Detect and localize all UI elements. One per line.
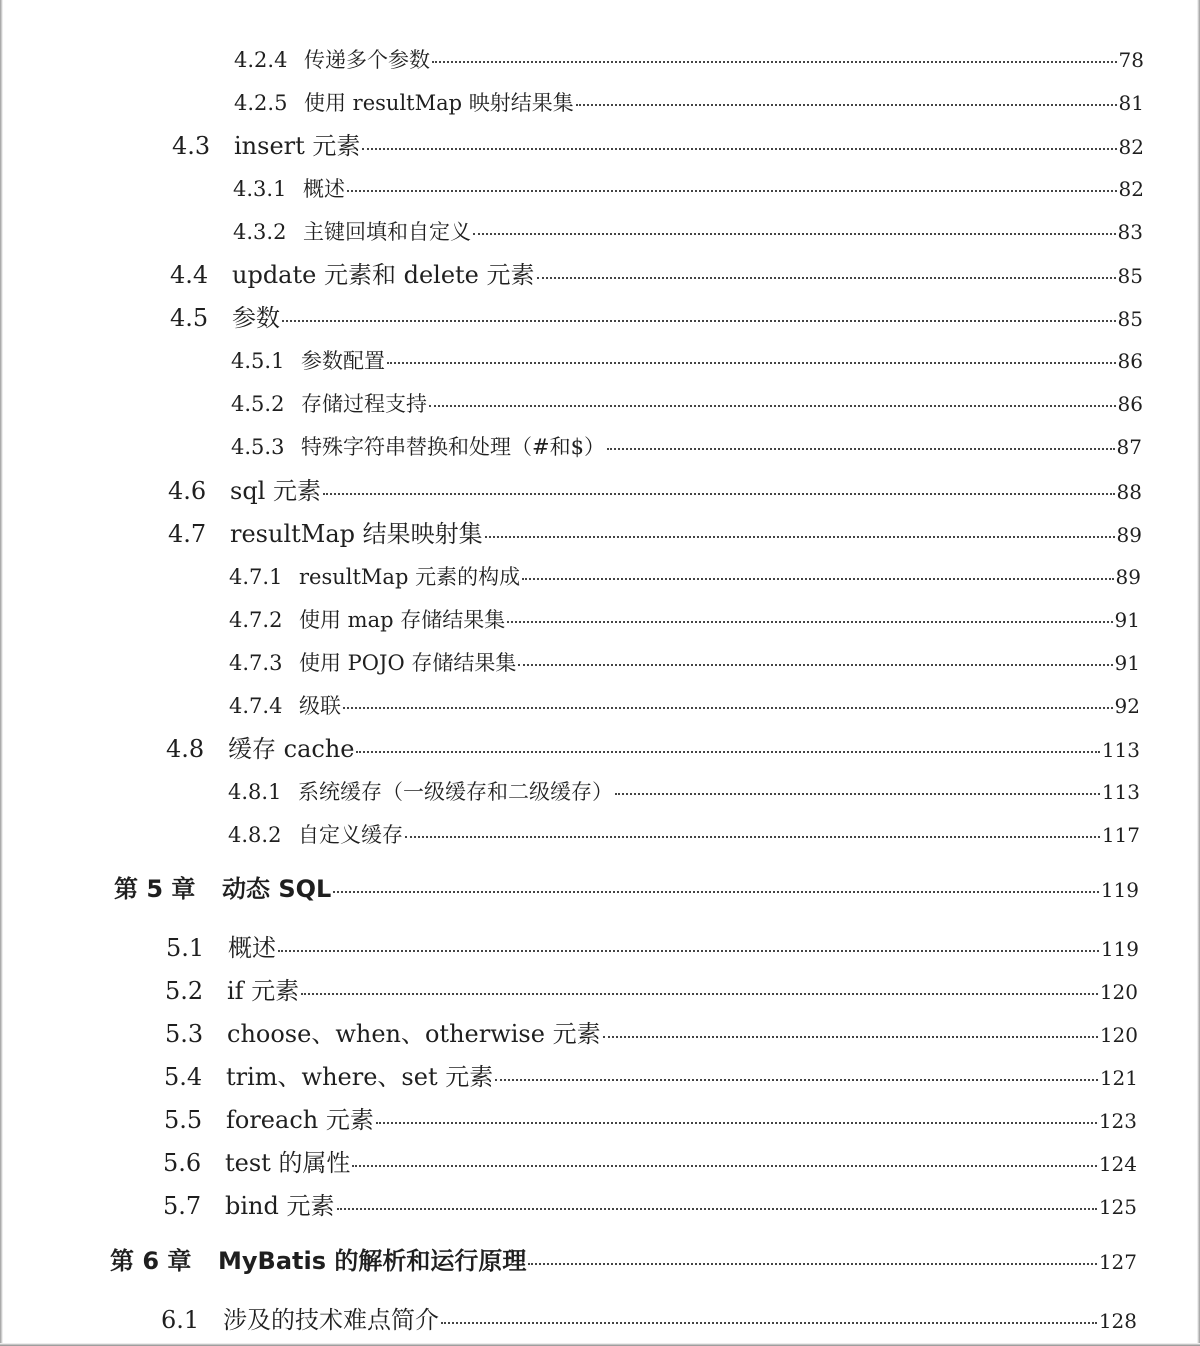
toc-entry-page: 85 [1117, 307, 1143, 331]
toc-entry-title: resultMap 结果映射集 [230, 520, 483, 548]
toc-entry [163, 1143, 1137, 1178]
toc-entry-page: 124 [1098, 1152, 1137, 1176]
toc-entry [165, 971, 1138, 1006]
toc-entry-number: 5.4 [164, 1063, 203, 1091]
toc-entry-title: 使用 map 存储结果集 [299, 608, 506, 632]
toc-entry-page: 86 [1117, 349, 1143, 373]
toc-entry-number: 5.3 [165, 1020, 204, 1048]
toc-entry-number: 4.8.2 [228, 823, 282, 847]
toc-entry-number: 4.5.2 [231, 392, 285, 416]
toc-entry [170, 255, 1143, 290]
toc-entry-page: 113 [1101, 738, 1140, 762]
toc-entry [234, 87, 1144, 117]
toc-entry [165, 1014, 1138, 1049]
dot-leader [323, 493, 1115, 495]
toc-entry [228, 819, 1140, 849]
toc-entry-page: 123 [1098, 1109, 1137, 1133]
toc-entry-number: 4.3.1 [233, 177, 287, 201]
toc-entry [228, 776, 1140, 806]
toc-entry-title: if 元素 [227, 977, 300, 1005]
toc-entry-page: 87 [1116, 435, 1142, 459]
toc-entry-title: 参数配置 [301, 349, 385, 373]
toc-entry-page: 89 [1115, 565, 1141, 589]
toc-entry-title: 存储过程支持 [301, 392, 427, 416]
dot-leader [615, 793, 1100, 795]
toc-entry [170, 298, 1143, 333]
dot-leader [405, 836, 1100, 838]
dot-leader [343, 707, 1113, 709]
toc-entry-page: 91 [1114, 608, 1140, 632]
dot-leader [522, 578, 1113, 580]
toc-entry-number: 4.8 [166, 735, 205, 763]
toc-entry-page: 120 [1099, 1023, 1138, 1047]
toc-entry [172, 126, 1144, 161]
toc-entry-number: 5.7 [163, 1192, 202, 1220]
toc-entry-number: 4.7 [168, 520, 207, 548]
toc-entry-title: update 元素和 delete 元素 [232, 261, 535, 289]
toc-entry-number: 5.2 [165, 977, 204, 1005]
toc-entry [231, 345, 1143, 375]
dot-leader [528, 1263, 1096, 1265]
dot-leader [429, 405, 1116, 407]
toc-entry-title: 缓存 cache [228, 735, 355, 763]
toc-entry-number: 4.5.3 [231, 435, 285, 459]
toc-entry-title: 动态 SQL [222, 875, 332, 903]
toc-entry [229, 561, 1141, 591]
toc-entry [229, 604, 1140, 634]
toc-entry-number: 4.4 [170, 261, 209, 289]
dot-leader [473, 233, 1116, 235]
toc-entry [161, 1300, 1137, 1335]
dot-leader [282, 320, 1116, 322]
toc-entry [229, 690, 1140, 720]
toc-entry [164, 1057, 1138, 1092]
dot-leader [485, 536, 1115, 538]
toc-chapter [114, 869, 1139, 904]
toc-entry-page: 119 [1100, 937, 1139, 961]
toc-entry-title: 自定义缓存 [298, 823, 403, 847]
dot-leader [507, 621, 1112, 623]
dot-leader [301, 993, 1098, 995]
dot-leader [603, 1036, 1098, 1038]
toc-entry-number: 5.6 [163, 1149, 202, 1177]
toc-entry-page: 92 [1114, 694, 1140, 718]
toc-entry-title: 级联 [299, 694, 341, 718]
toc-entry-number: 5.5 [164, 1106, 203, 1134]
toc-chapter [110, 1241, 1137, 1276]
toc-entry-page: 85 [1117, 264, 1143, 288]
toc-entry-number: 第 5 章 [114, 875, 196, 903]
toc-entry-title: 使用 POJO 存储结果集 [299, 651, 517, 675]
toc-entry-title: 传递多个参数 [304, 48, 430, 72]
toc-entry-page: 120 [1099, 980, 1138, 1004]
dot-leader [387, 362, 1116, 364]
toc-entry-number: 第 6 章 [110, 1247, 192, 1275]
toc-entry [168, 514, 1142, 549]
toc-entry-title: test 的属性 [225, 1149, 351, 1177]
toc-entry [234, 44, 1144, 74]
toc-entry-title: resultMap 元素的构成 [299, 565, 521, 589]
toc-entry [168, 471, 1142, 506]
toc-entry-title: foreach 元素 [226, 1106, 374, 1134]
toc-entry [163, 1186, 1137, 1221]
toc-entry-number: 4.2.5 [234, 91, 288, 115]
toc-entry-number: 4.5 [170, 304, 209, 332]
toc-entry-page: 91 [1114, 651, 1140, 675]
toc-entry [233, 173, 1144, 203]
page-edge-left [0, 0, 3, 1346]
toc-entry-number: 4.6 [168, 477, 207, 505]
toc-entry-page: 86 [1117, 392, 1143, 416]
dot-leader [352, 1165, 1096, 1167]
toc-entry-number: 4.8.1 [228, 780, 282, 804]
toc-entry [231, 388, 1143, 418]
toc-entry [166, 729, 1140, 764]
toc-entry-title: 概述 [303, 177, 345, 201]
toc-entry-title: 涉及的技术难点简介 [223, 1306, 439, 1334]
toc-entry-title: 使用 resultMap 映射结果集 [304, 91, 574, 115]
dot-leader [432, 61, 1117, 63]
toc-entry [233, 216, 1143, 246]
toc-entry-number: 4.7.2 [229, 608, 283, 632]
toc-entry [229, 647, 1140, 677]
dot-leader [518, 664, 1112, 666]
toc-entry-page: 88 [1116, 480, 1142, 504]
toc-entry-page: 119 [1100, 878, 1139, 902]
toc-entry [231, 431, 1142, 461]
dot-leader [333, 891, 1098, 893]
toc-entry-title: 主键回填和自定义 [303, 220, 471, 244]
dot-leader [376, 1122, 1097, 1124]
dot-leader [607, 448, 1115, 450]
toc-entry-title: 系统缓存（一级缓存和二级缓存） [298, 780, 613, 804]
toc-entry-number: 4.7.1 [229, 565, 283, 589]
toc-entry-title: trim、where、set 元素 [226, 1063, 494, 1091]
toc-entry [166, 928, 1139, 963]
toc-entry-number: 4.7.4 [229, 694, 283, 718]
dot-leader [537, 277, 1116, 279]
toc-entry-number: 4.7.3 [229, 651, 283, 675]
toc-entry-title: 特殊字符串替换和处理（#和$） [301, 435, 605, 459]
toc-entry-title: MyBatis 的解析和运行原理 [218, 1247, 527, 1275]
toc-entry-page: 113 [1101, 780, 1140, 804]
toc-entry-number: 4.5.1 [231, 349, 285, 373]
toc-entry-number: 4.3 [172, 132, 211, 160]
dot-leader [356, 751, 1099, 753]
toc-entry-page: 78 [1118, 48, 1144, 72]
toc-entry-page: 121 [1099, 1066, 1138, 1090]
dot-leader [576, 104, 1117, 106]
dot-leader [278, 950, 1099, 952]
toc-entry-page: 82 [1118, 135, 1144, 159]
toc-entry-title: 概述 [228, 934, 276, 962]
dot-leader [441, 1322, 1097, 1324]
toc-entry-page: 83 [1117, 220, 1143, 244]
toc-entry-page: 89 [1116, 523, 1142, 547]
toc-entry-page: 117 [1101, 823, 1140, 847]
toc-entry-number: 4.2.4 [234, 48, 288, 72]
toc-entry-page: 81 [1118, 91, 1144, 115]
dot-leader [337, 1208, 1097, 1210]
toc-entry-number: 6.1 [161, 1306, 200, 1334]
toc-entry-title: sql 元素 [230, 477, 321, 505]
toc-entry-page: 127 [1098, 1250, 1137, 1274]
toc-entry-page: 82 [1118, 177, 1144, 201]
toc-entry-page: 125 [1098, 1195, 1137, 1219]
dot-leader [347, 190, 1117, 192]
toc-entry-title: bind 元素 [225, 1192, 335, 1220]
dot-leader [495, 1079, 1098, 1081]
toc-entry-page: 128 [1098, 1309, 1137, 1333]
dot-leader [362, 148, 1116, 150]
toc-entry-title: choose、when、otherwise 元素 [227, 1020, 601, 1048]
toc-entry-number: 4.3.2 [233, 220, 287, 244]
toc-entry-number: 5.1 [166, 934, 205, 962]
toc-entry [164, 1100, 1137, 1135]
toc-entry-title: 参数 [232, 304, 280, 332]
toc-entry-title: insert 元素 [234, 132, 361, 160]
